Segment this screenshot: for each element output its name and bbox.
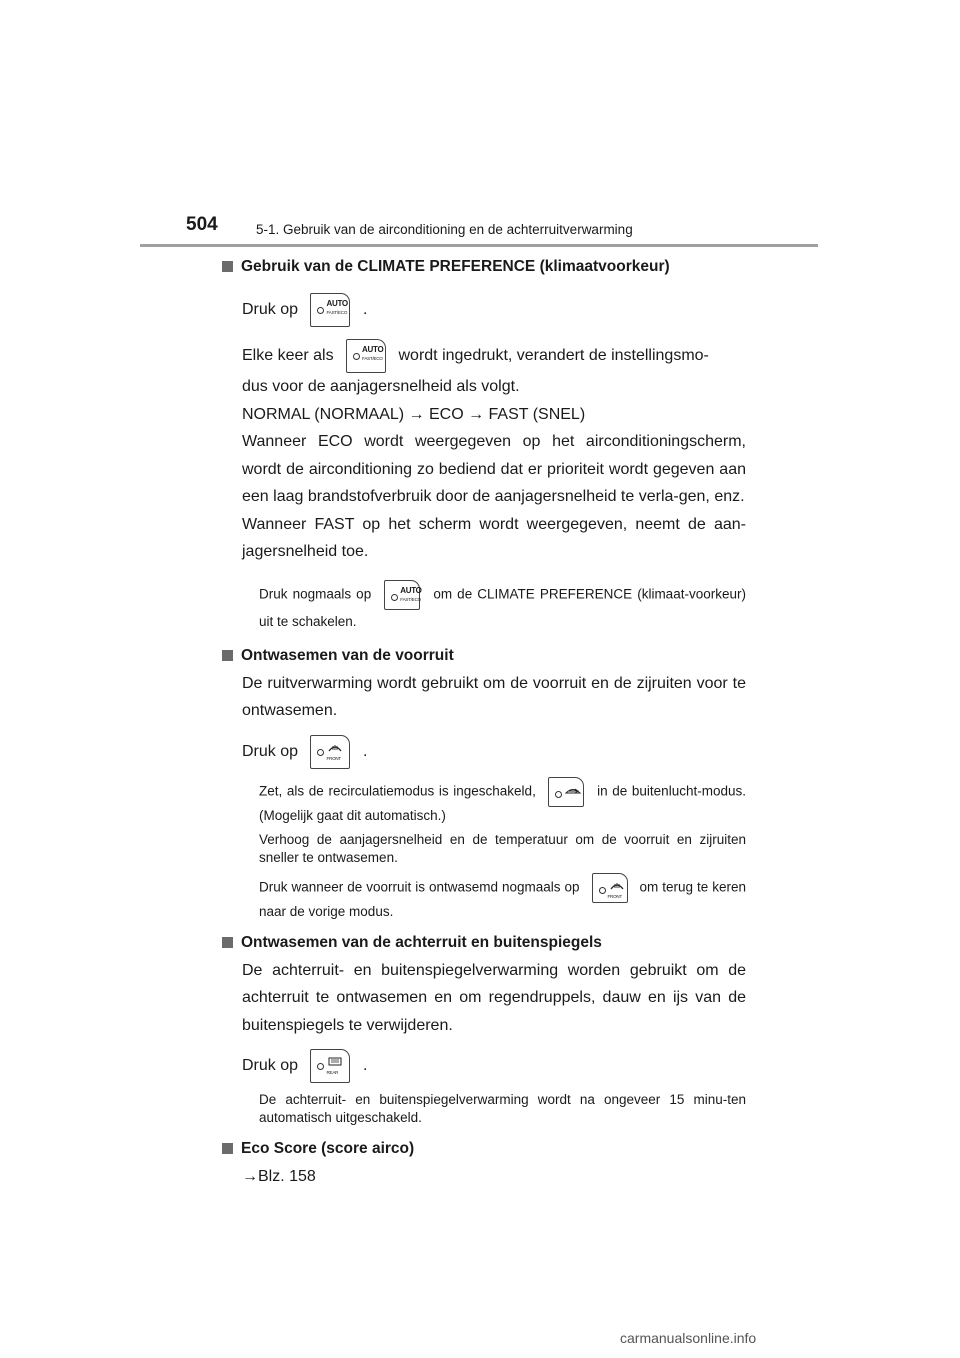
heading-eco-score: Eco Score (score airco)	[222, 1139, 746, 1159]
paragraph-mode-cycle: Elke keer als AUTO FAST/ECO wordt ingedrukt, verandert de instellingsmo-	[242, 339, 746, 373]
instruction-press-auto: Druk op AUTO FAST/ECO .	[242, 293, 746, 327]
note-outside-air-mode: Zet, als de recirculatiemodus is ingeschakeld, in de buitenlucht-modus. (Mogelijk gaat dit automatisch.)	[259, 777, 746, 825]
heading-defog-rear: Ontwasemen van de achterruit en buitenspiegels	[222, 933, 746, 953]
watermark: carmanualsonline.info	[620, 1330, 757, 1346]
auto-button-icon: AUTO FAST/ECO	[310, 293, 350, 327]
note-auto-off: De achterruit- en buitenspiegelverwarming wordt na ongeveer 15 minu-ten automatisch uitgeschakeld.	[259, 1092, 746, 1125]
paragraph-defog-rear: De achterruit- en buitenspiegelverwarming worden gebruikt om de achterruit te ontwasemen en om regendruppels, dauw en ijs van de buitenspiegels te verwijderen.	[242, 961, 746, 1034]
front-defroster-button-icon: FRONT	[592, 873, 628, 903]
note-return-previous-mode: Druk wanneer de voorruit is ontwasemd nogmaals op FRONT om terug te keren naar de vorige modus.	[259, 873, 746, 921]
section-title: 5-1. Gebruik van de airconditioning en de achterruitverwarming	[256, 222, 633, 237]
bullet-square-icon	[222, 1143, 233, 1154]
instruction-press-rear: Druk op REAR .	[242, 1049, 746, 1083]
bullet-square-icon	[222, 261, 233, 272]
page-header	[186, 214, 818, 248]
instruction-press-front: Druk op FRONT .	[242, 735, 746, 769]
mode-sequence: NORMAL (NORMAAL) → ECO → FAST (SNEL)	[242, 405, 586, 423]
note-disable-climate-preference: Druk nogmaals op AUTO FAST/ECO om de CLIMATE PREFERENCE (klimaat-voorkeur) uit te schakelen.	[259, 580, 746, 634]
header-rule	[140, 244, 818, 247]
note-increase-speed: Verhoog de aanjagersnelheid en de temperatuur om de voorruit en zijruiten sneller te ontwasemen.	[259, 831, 746, 865]
heading-defog-windshield: Ontwasemen van de voorruit	[222, 646, 746, 666]
paragraph-mode-cycle-2: dus voor de aanjagersnelheid als volgt.	[242, 378, 520, 395]
paragraph-fast: Wanneer FAST op het scherm wordt weergegeven, neemt de aan-jagersnelheid toe.	[242, 515, 746, 560]
bullet-square-icon	[222, 937, 233, 948]
auto-button-icon: AUTO FAST/ECO	[346, 339, 386, 373]
paragraph-defog-windshield: De ruitverwarming wordt gebruikt om de voorruit en de zijruiten voor te ontwasemen.	[242, 674, 746, 719]
page-content	[222, 257, 746, 1191]
outside-air-button-icon	[548, 777, 584, 807]
paragraph-eco: Wanneer ECO wordt weergegeven op het airconditioningscherm, wordt de airconditioning zo bediend dat er prioriteit wordt gegeven aan een laag brandstofverbruik door de aanjagersnelheid te verla-gen, enz.	[242, 433, 746, 505]
auto-button-icon: AUTO FAST/ECO	[384, 580, 420, 610]
front-defroster-button-icon: FRONT	[310, 735, 350, 769]
page-reference-link[interactable]: →Blz. 158	[242, 1168, 316, 1185]
page-number: 504	[186, 214, 218, 235]
rear-defroster-button-icon: REAR	[310, 1049, 350, 1083]
heading-climate-preference: Gebruik van de CLIMATE PREFERENCE (klimaatvoorkeur)	[222, 257, 746, 277]
bullet-square-icon	[222, 650, 233, 661]
